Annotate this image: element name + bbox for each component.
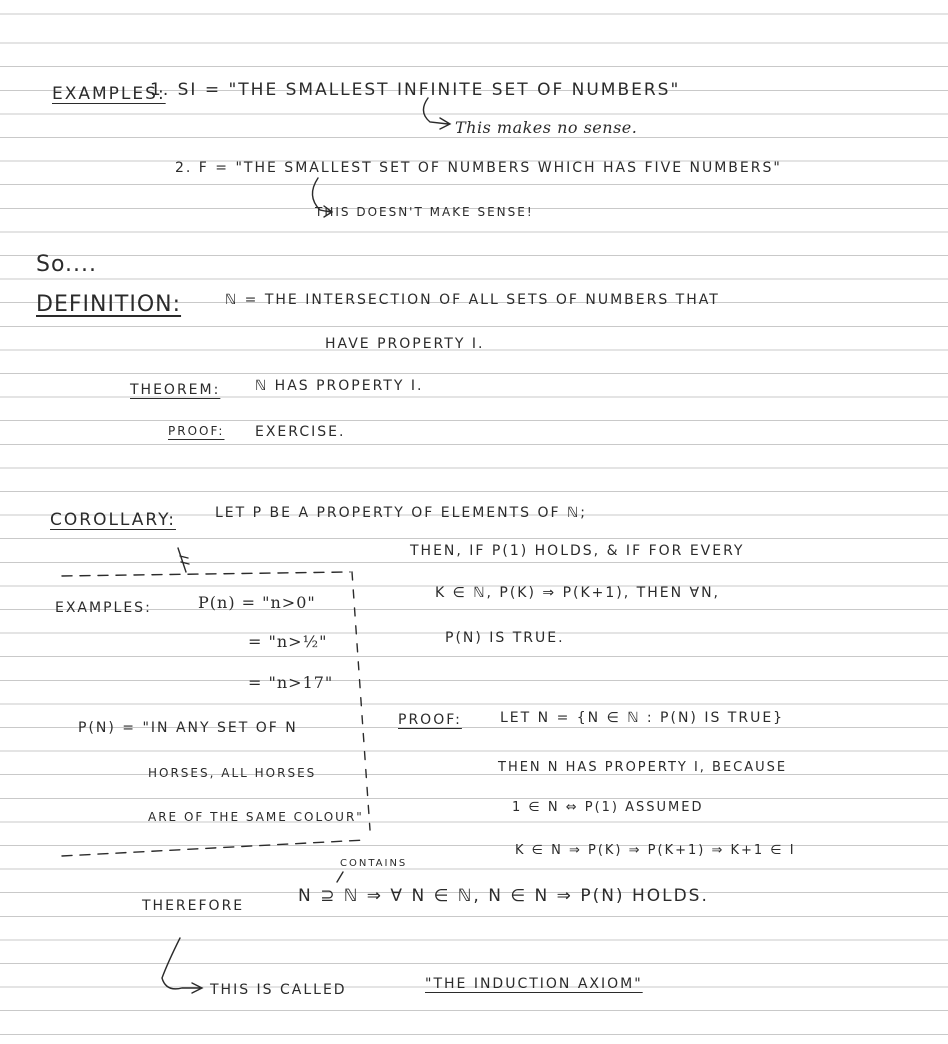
proof-2-line-1: LET N = {N ∈ ℕ : P(N) IS TRUE} — [500, 710, 785, 726]
therefore-statement: N ⊇ ℕ ⇒ ∀ N ∈ ℕ, N ∈ N ⇒ P(N) HOLDS. — [298, 886, 709, 906]
example-2-definition: 2. F = "THE SMALLEST SET OF NUMBERS WHICH HAS FIVE NUMBERS" — [175, 160, 782, 176]
closing-induction-axiom: "THE INDUCTION AXIOM" — [425, 976, 643, 992]
proof-2-heading: PROOF: — [398, 712, 462, 728]
contains-annotation: CONTAINS — [340, 858, 408, 869]
scribble-mark — [178, 548, 189, 572]
example-1-note: This makes no sense. — [455, 118, 638, 137]
examples-2-heading: EXAMPLES: — [55, 600, 152, 616]
contains-pointer — [337, 872, 343, 882]
example-2-note: THIS DOESN'T MAKE SENSE! — [315, 205, 534, 219]
example-1-definition: 1. SI = "THE SMALLEST INFINITE SET OF NUMBERS" — [150, 80, 681, 100]
theorem-heading: THEOREM: — [130, 382, 221, 398]
proof-1-text: EXERCISE. — [255, 424, 346, 440]
definition-line-2: HAVE PROPERTY I. — [325, 336, 485, 352]
proof-2-line-3: 1 ∈ N ⇔ P(1) ASSUMED — [512, 800, 704, 815]
corollary-heading: COROLLARY: — [50, 510, 176, 530]
closing-prefix: THIS IS CALLED — [210, 982, 347, 998]
hook-arrow-2 — [312, 178, 332, 217]
definition-heading: DEFINITION: — [36, 292, 182, 317]
box-top — [62, 572, 350, 576]
corollary-line-1: LET P BE A PROPERTY OF ELEMENTS OF ℕ; — [215, 505, 587, 521]
theorem-text: ℕ HAS PROPERTY I. — [255, 378, 424, 394]
box-right — [352, 572, 370, 830]
proof-2-line-4: K ∈ N ⇒ P(K) ⇒ P(K+1) ⇒ K+1 ∈ I — [515, 843, 796, 858]
corollary-line-4: P(N) IS TRUE. — [445, 630, 565, 646]
example-property-1: P(n) = "n>0" — [198, 593, 316, 612]
horse-property-line-1: P(N) = "IN ANY SET OF N — [78, 720, 298, 736]
horse-property-line-3: ARE OF THE SAME COLOUR" — [148, 810, 364, 824]
example-property-2: = "n>½" — [248, 632, 328, 651]
so-label: So.... — [36, 252, 98, 277]
proof-2-line-2: THEN N HAS PROPERTY I, BECAUSE — [498, 760, 788, 775]
corollary-line-2: THEN, IF P(1) HOLDS, & IF FOR EVERY — [410, 543, 745, 559]
proof-1-heading: PROOF: — [168, 424, 225, 438]
example-property-3: = "n>17" — [248, 673, 334, 692]
box-bottom — [62, 840, 365, 856]
horse-property-line-2: HORSES, ALL HORSES — [148, 766, 317, 780]
corollary-line-3: K ∈ ℕ, P(K) ⇒ P(K+1), THEN ∀N, — [435, 585, 720, 601]
hook-arrow-3 — [162, 938, 202, 993]
examples-heading: EXAMPLES: — [52, 84, 166, 104]
hook-arrow-1 — [423, 98, 450, 129]
therefore-label: THEREFORE — [142, 898, 245, 914]
definition-line-1: ℕ = THE INTERSECTION OF ALL SETS OF NUMBERS THAT — [225, 292, 720, 308]
